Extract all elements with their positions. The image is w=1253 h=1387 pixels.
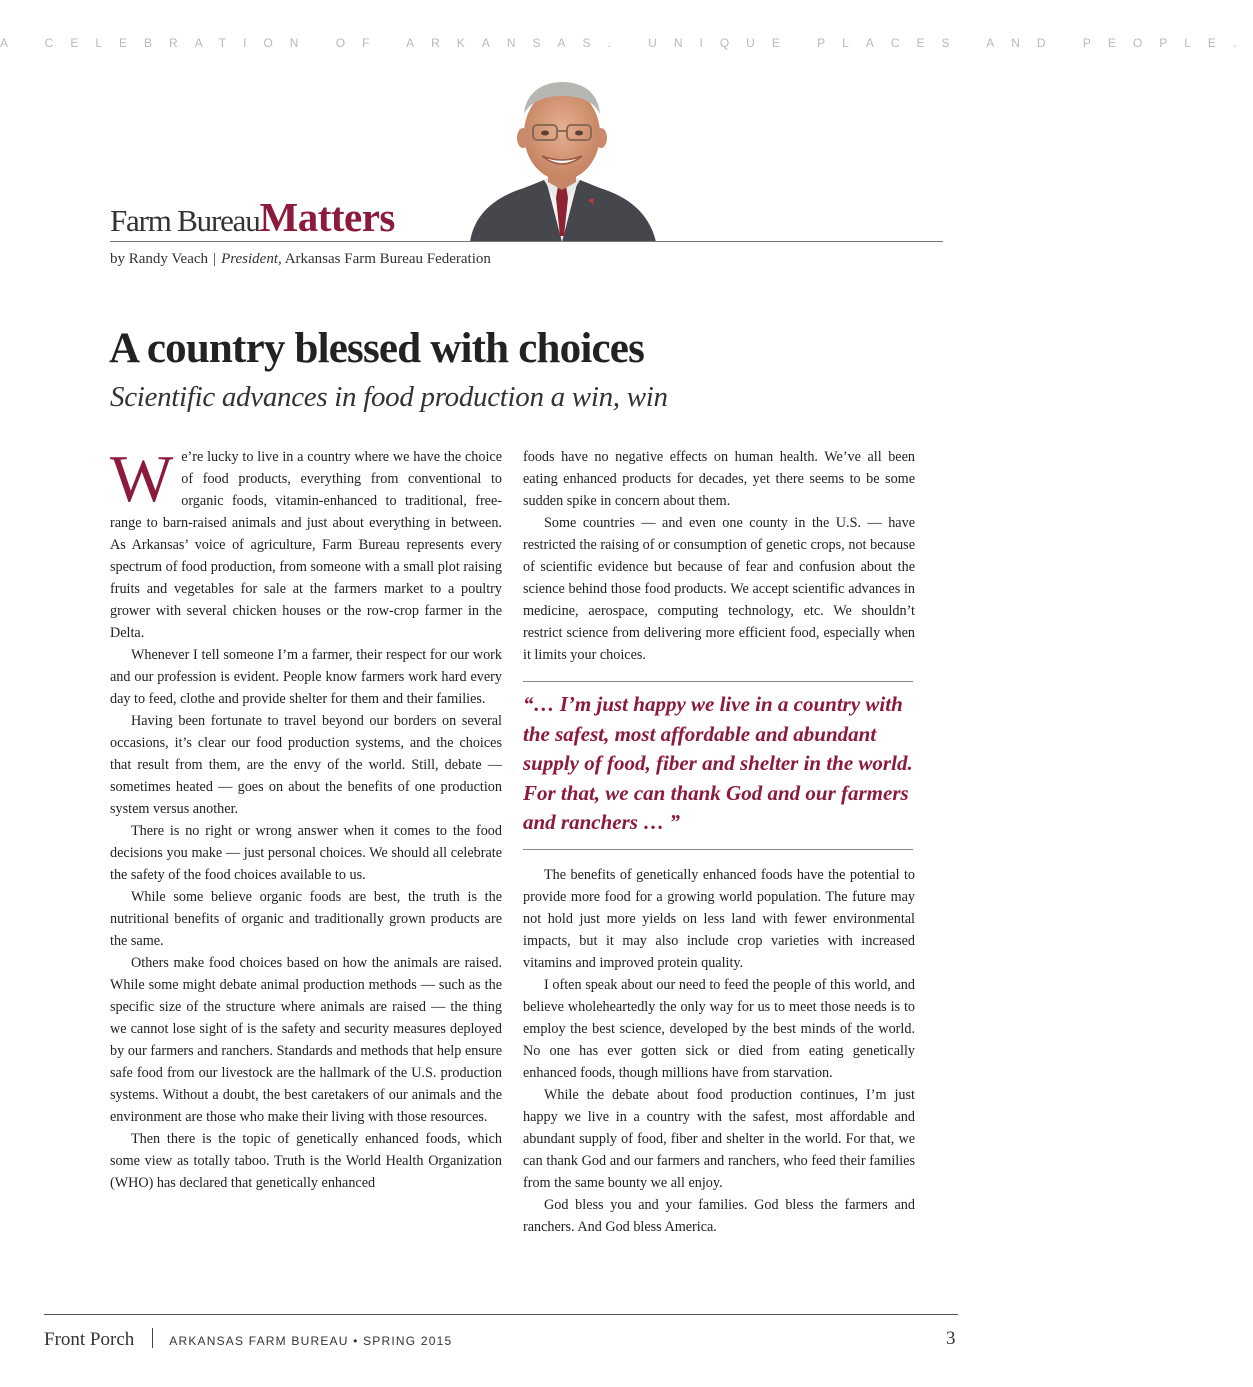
article-column-right-top [523,446,915,666]
article-paragraph [110,442,502,644]
byline-organization: Arkansas Farm Bureau Federation [284,251,491,267]
magazine-tagline: A CELEBRATION OF ARKANSAS. UNIQUE PLACES AND PEOPLE. [0,36,1253,50]
footer-divider [44,1314,958,1315]
column-title-matters: Matters [259,194,395,240]
article-paragraph: The benefits of genetically enhanced foods have the potential to provide more food for a growing world population. The future may not hold just more yields on less land with fewer environmental impacts, but it may also include crop varieties with increased vitamins and improved protein quality. [523,867,915,971]
paragraph-text: e’re lucky to live in a country where we have the choice of food products, everything from conventional to organic foods, vitamin-enhanced to traditional, free-range to barn-raised animals and just about everything in between. As Arkansas’ voice of agriculture, Farm Bureau represents every spectrum of food production, from someone with a small plot raising fruits and vegetables for sale at the farmers market to a poultry grower with several chicken houses or the row-crop farmer in the Delta. [110,449,502,641]
column-title-farm-bureau: Farm Bureau [110,203,260,238]
article-headline: A country blessed with choices [109,325,645,372]
article-subheadline: Scientific advances in food production a win, win [110,381,668,413]
drop-cap: W [110,442,174,516]
byline-title: President, [221,251,282,267]
article-paragraph: Having been fortunate to travel beyond our borders on several occasions, it’s clear our food production systems, and the choices that result from them, are the envy of the world. Still, debate — sometimes heated — goes on about the benefits of one production system versus another. [110,713,502,817]
footer-separator [152,1328,153,1348]
article-paragraph: Whenever I tell someone I’m a farmer, their respect for our work and our profession is evident. People know farmers work hard every day to feed, clothe and provide shelter for them and their families. [110,647,502,707]
article-paragraph: There is no right or wrong answer when it comes to the food decisions you make — just personal choices. We should all celebrate the safety of the food choices available to us. [110,823,502,883]
article-column-right-bottom [523,864,915,1238]
article-paragraph: Some countries — and even one county in the U.S. — have restricted the raising of or consumption of genetic crops, not because of scientific evidence but because of fear and confusion about the science behind those food products. We accept scientific advances in medicine, aerospace, computing technology, etc. We shouldn’t restrict science from delivering more efficient food, especially when it limits your choices. [523,515,915,663]
footer-issue: ARKANSAS FARM BUREAU • SPRING 2015 [169,1334,453,1348]
article-paragraph: Others make food choices based on how the animals are raised. While some might debate animal production methods — such as the specific size of the structure where animals are raised — the thing we cannot lose sight of is the safety and security measures deployed by our farmers and ranchers. Standards and methods that help ensure safe food from our livestock are the hallmark of the U.S. production systems. Without a doubt, the best caretakers of our animals and the environment are those who make their living with those resources. [110,955,502,1125]
article-paragraph: While the debate about food production continues, I’m just happy we live in a country with the safest, most affordable and abundant supply of food, fiber and shelter in the world. For that, we can thank God and our farmers and ranchers, who feed their families from the same bounty we all enjoy. [523,1087,915,1191]
article-paragraph: foods have no negative effects on human health. We’ve all been eating enhanced products for decades, yet there seems to be some sudden spike in concern about them. [523,449,915,509]
byline [110,251,491,268]
column-title-divider [110,241,943,242]
article-paragraph: I often speak about our need to feed the people of this world, and believe wholeheartedly the only way for us to meet those needs is to employ the best science, developed by the best minds of the world. No one has ever gotten sick or died from eating genetically enhanced foods, though millions have from starvation. [523,977,915,1081]
article-paragraph: While some believe organic foods are best, the truth is the nutritional benefits of organic and traditionally grown products are the same. [110,889,502,949]
author-portrait-icon [462,76,662,242]
article-paragraph: God bless you and your families. God bless the farmers and ranchers. And God bless America. [523,1197,915,1235]
footer [44,1328,452,1351]
byline-author: by Randy Veach [110,251,209,267]
pull-quote-top-rule [523,681,913,682]
pull-quote-bottom-rule [523,849,913,850]
article-paragraph: Then there is the topic of genetically enhanced foods, which some view as totally taboo. Truth is the World Health Organization (WHO) has declared that genetically enhanced [110,1131,502,1191]
column-title [110,193,395,241]
article-column-left [110,442,502,1194]
byline-separator: | [213,251,217,267]
page-number: 3 [946,1328,956,1349]
pull-quote: “… I’m just happy we live in a country with the safest, most affordable and abundant supply of food, fiber and shelter in the world. For that, we can thank God and our farmers and ranchers … ” [523,692,913,834]
footer-publication: Front Porch [44,1329,135,1350]
